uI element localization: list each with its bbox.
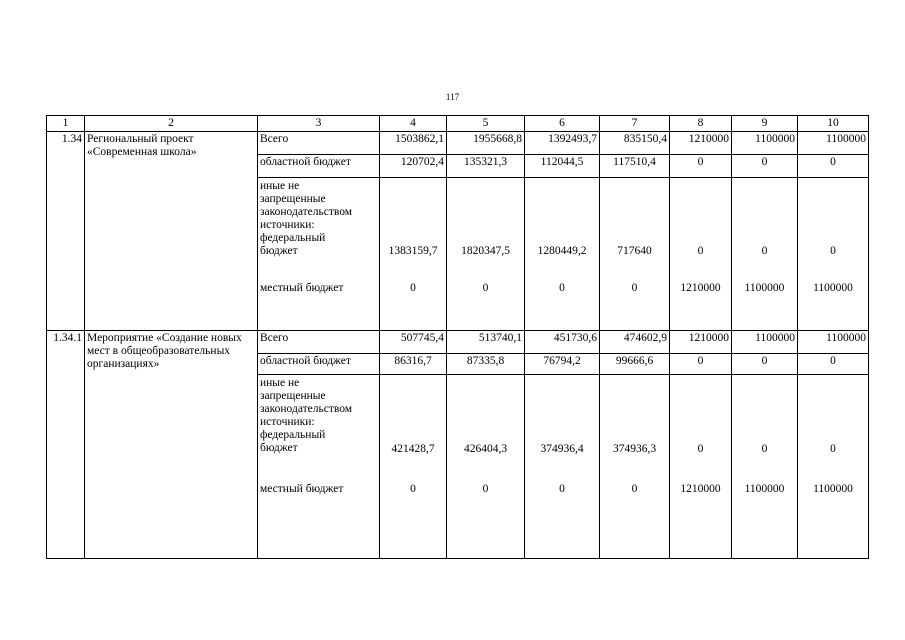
value-cell: 0 <box>670 155 732 178</box>
local-value: 0 <box>410 483 416 495</box>
header-cell: 4 <box>380 116 447 132</box>
header-cell: 6 <box>525 116 600 132</box>
value-cell: 1100000 <box>732 331 798 354</box>
header-cell: 7 <box>600 116 670 132</box>
value-cell: 0 <box>798 354 869 375</box>
header-cell: 5 <box>447 116 525 132</box>
value-cell <box>600 375 670 559</box>
row-name: Региональный проект «Современная школа» <box>85 132 258 331</box>
local-value: 1100000 <box>744 282 785 294</box>
value-cell <box>447 178 525 331</box>
budget-table <box>46 115 869 559</box>
local-value: 0 <box>631 483 638 495</box>
value-cell <box>670 178 732 331</box>
value-cell <box>447 375 525 559</box>
value-cell: 1100000 <box>798 331 869 354</box>
value-cell <box>670 375 732 559</box>
federal-value: 1383159,7 <box>388 245 438 257</box>
source-label: Всего <box>258 331 380 354</box>
local-value: 0 <box>559 282 565 294</box>
local-value: 1210000 <box>680 282 721 294</box>
local-value: 0 <box>559 483 565 495</box>
value-cell <box>798 375 869 559</box>
value-cell <box>798 178 869 331</box>
source-label-cell <box>258 375 380 559</box>
source-text: запрещенные <box>260 390 326 402</box>
source-label: областной бюджет <box>258 155 380 178</box>
source-text: иные не <box>260 377 300 389</box>
local-value: 0 <box>410 282 416 294</box>
page-number: 117 <box>445 92 460 102</box>
federal-value: 0 <box>697 245 704 257</box>
federal-value: 0 <box>761 443 768 455</box>
federal-value: 374936,4 <box>540 443 584 455</box>
header-cell: 3 <box>258 116 380 132</box>
source-text: законодательством <box>260 403 353 415</box>
source-label: Всего <box>258 132 380 155</box>
value-cell: 112044,5 <box>525 155 600 178</box>
source-text: бюджет <box>260 442 298 454</box>
table-row <box>47 331 869 354</box>
federal-value: 374936,3 <box>612 443 657 455</box>
source-text: источники: <box>260 416 315 428</box>
federal-value: 421428,7 <box>391 443 435 455</box>
value-cell: 0 <box>732 155 798 178</box>
value-cell: 0 <box>732 354 798 375</box>
value-cell: 120702,4 <box>380 155 447 178</box>
source-text: бюджет <box>260 245 298 257</box>
value-cell <box>525 375 600 559</box>
federal-value: 1280449,2 <box>537 245 587 257</box>
source-text: федеральный <box>260 232 326 244</box>
value-cell: 0 <box>670 354 732 375</box>
row-code: 1.34 <box>47 132 85 331</box>
value-cell: 1210000 <box>670 331 732 354</box>
header-cell: 9 <box>732 116 798 132</box>
value-cell: 1955668,8 <box>447 132 525 155</box>
local-value: 0 <box>482 483 489 495</box>
local-value: 0 <box>482 282 489 294</box>
federal-value: 0 <box>830 443 836 455</box>
header-cell: 10 <box>798 116 869 132</box>
value-cell: 507745,4 <box>380 331 447 354</box>
federal-value: 426404,3 <box>463 443 508 455</box>
value-cell: 117510,4 <box>600 155 670 178</box>
value-cell: 1503862,1 <box>380 132 447 155</box>
source-text: федеральный <box>260 429 326 441</box>
source-text: иные не <box>260 180 300 192</box>
local-value: 0 <box>631 282 638 294</box>
source-text: запрещенные <box>260 193 326 205</box>
value-cell: 135321,3 <box>447 155 525 178</box>
value-cell <box>600 178 670 331</box>
value-cell: 0 <box>798 155 869 178</box>
value-cell: 474602,9 <box>600 331 670 354</box>
value-cell: 1100000 <box>798 132 869 155</box>
table-row <box>47 132 869 155</box>
source-label-cell <box>258 178 380 331</box>
value-cell: 76794,2 <box>525 354 600 375</box>
local-value: 1100000 <box>813 282 853 294</box>
value-cell <box>380 375 447 559</box>
value-cell: 513740,1 <box>447 331 525 354</box>
value-cell: 99666,6 <box>600 354 670 375</box>
source-label: местный бюджет <box>260 483 344 495</box>
value-cell <box>732 178 798 331</box>
header-row <box>47 116 869 132</box>
value-cell: 451730,6 <box>525 331 600 354</box>
federal-value: 0 <box>697 443 704 455</box>
federal-value: 717640 <box>617 245 652 257</box>
source-text: законодательством <box>260 206 353 218</box>
local-value: 1100000 <box>813 483 853 495</box>
source-label: областной бюджет <box>258 354 380 375</box>
local-value: 1210000 <box>680 483 721 495</box>
value-cell: 835150,4 <box>600 132 670 155</box>
value-cell: 1392493,7 <box>525 132 600 155</box>
header-cell: 1 <box>47 116 85 132</box>
value-cell <box>525 178 600 331</box>
value-cell: 86316,7 <box>380 354 447 375</box>
value-cell <box>380 178 447 331</box>
row-name: Мероприятие «Создание новых мест в общеобразовательных организациях» <box>85 331 258 559</box>
value-cell: 1210000 <box>670 132 732 155</box>
federal-value: 0 <box>830 245 836 257</box>
value-cell <box>732 375 798 559</box>
header-cell: 2 <box>85 116 258 132</box>
value-cell: 1100000 <box>732 132 798 155</box>
federal-value: 1820347,5 <box>461 245 510 257</box>
local-value: 1100000 <box>744 483 785 495</box>
source-text: источники: <box>260 219 315 231</box>
source-label: местный бюджет <box>260 282 344 294</box>
federal-value: 0 <box>761 245 768 257</box>
value-cell: 87335,8 <box>447 354 525 375</box>
header-cell: 8 <box>670 116 732 132</box>
row-code: 1.34.1 <box>47 331 85 559</box>
